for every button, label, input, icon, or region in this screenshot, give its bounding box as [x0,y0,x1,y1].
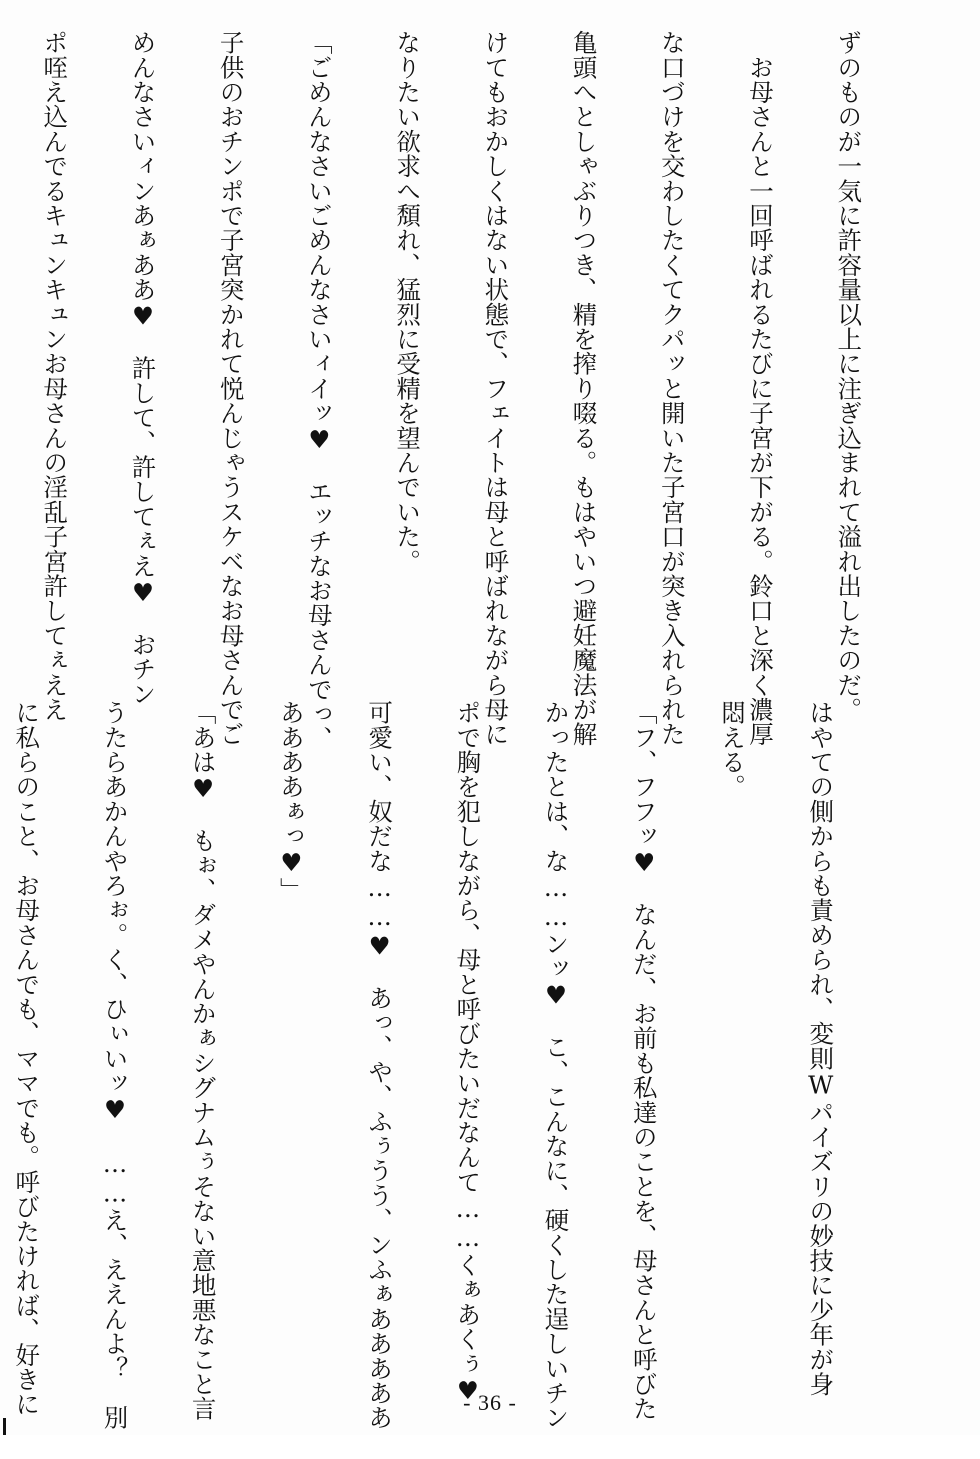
text-line: 悶える。 [717,700,747,799]
text-line: ずのものが一気に許容量以上に注ぎ込まれて溢れ出したのだ。 [834,30,864,722]
text-line: に私らのこと、お母さんでも、ママでも。呼びたければ、好きに [12,700,42,1417]
text-line: めんなさいィンあぁああ♥ 許して、許してぇえ♥ おチン [128,30,158,706]
text-line: けてもおかしくはない状態で、フェイトは母と呼ばれながら母に [481,30,511,747]
text-line: 「ごめんなさいごめんなさいィイッ♥ エッチなお母さんでっ、 [304,30,334,751]
text-line: 「あは♥ もぉ、ダメやんかぁシグナムぅそない意地悪なこと言 [188,700,218,1421]
text-line: な口づけを交わしたくてクパッと開いた子宮口が突き入れられた [657,30,687,747]
text-line: 可愛い、奴だな……♥ あっ、や、ふぅうう、ンふぁあああああ [365,700,395,1430]
text-line: ああああぁっ♥」 [276,700,306,903]
text-line: かったとは、な……ンッ♥ こ、こんなに、硬くした逞しいチン [541,700,571,1430]
text-line: 亀頭へとしゃぶりつき、精を搾り啜る。もはやいつ避妊魔法が解 [569,30,599,747]
text-line: 子供のおチンポで子宮突かれて悦んじゃうスケベなお母さんでご [216,30,246,747]
scan-edge-mark [3,1418,6,1435]
text-line: ポで胸を犯しながら、母と呼びたいだなんて……くぁあくぅ♥ [453,700,483,1406]
text-line: ポ咥え込んでるキュンキュンお母さんの淫乱子宮許してぇええ [40,30,70,722]
page-number: - 36 - [463,1390,517,1415]
text-line: お母さんと一回呼ばれるたびに子宮が下がる。鈴口と深く濃厚 [745,30,775,747]
text-line: はやての側からも責められ、変則Wパイズリの妙技に少年が身 [806,700,836,1397]
text-line: うたらあかんやろぉ。く、ひぃいッ♥ ……え、ええんよ？ 別 [100,700,130,1430]
text-line: 「フ、フフッ♥ なんだ、お前も私達のことを、母さんと呼びた [629,700,659,1421]
text-line: なりたい欲求へ頽れ、猛烈に受精を望んでいた。 [393,30,423,574]
